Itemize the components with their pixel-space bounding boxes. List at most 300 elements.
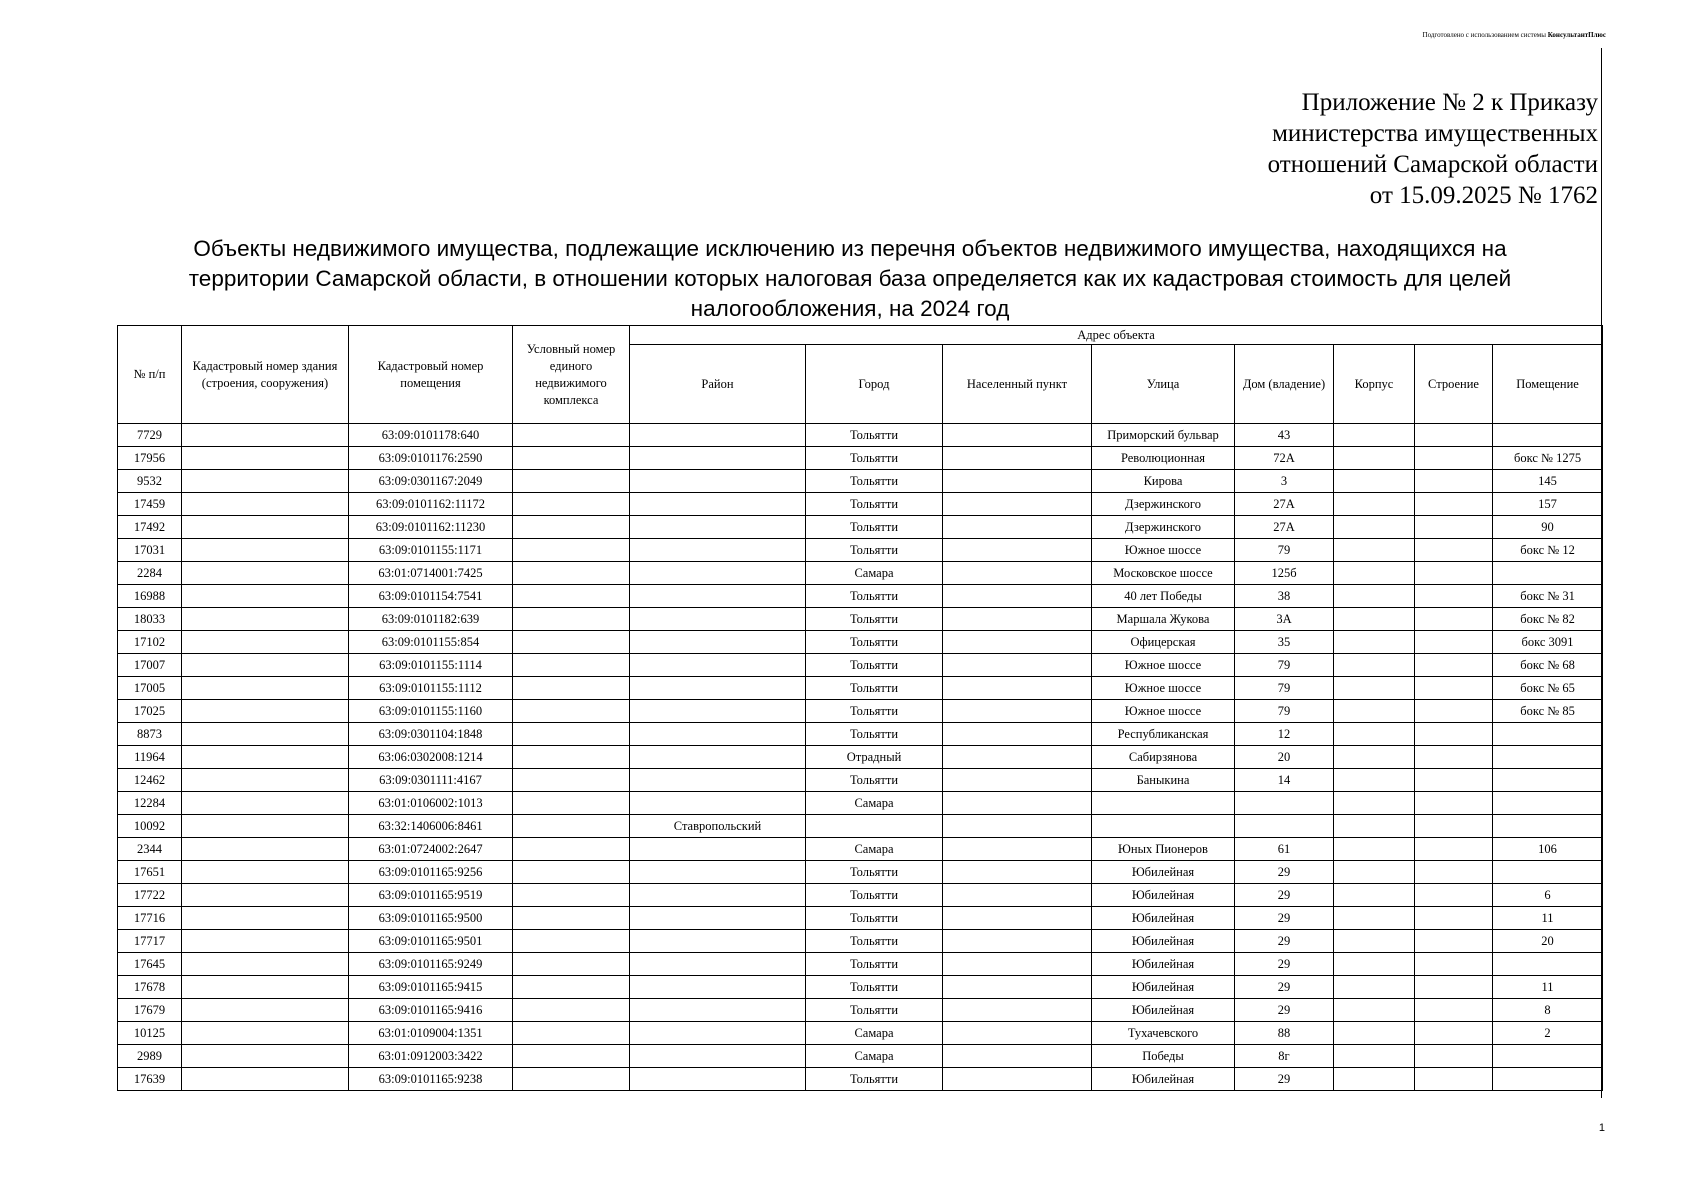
cell-stroenie	[1415, 1068, 1493, 1091]
cell-pomeshchenie	[1493, 723, 1603, 746]
cell-korpus	[1334, 493, 1415, 516]
cell-street: Юбилейная	[1092, 953, 1235, 976]
cell-korpus	[1334, 930, 1415, 953]
cell-korpus	[1334, 815, 1415, 838]
cell-complex	[513, 424, 630, 447]
cell-district	[630, 746, 806, 769]
cell-street: Южное шоссе	[1092, 677, 1235, 700]
cell-pomeshchenie: 106	[1493, 838, 1603, 861]
cell-num: 17102	[118, 631, 182, 654]
cell-settlement	[943, 1022, 1092, 1045]
cell-korpus	[1334, 516, 1415, 539]
cell-house: 29	[1235, 953, 1334, 976]
cell-room: 63:09:0101155:1114	[349, 654, 513, 677]
cell-city: Тольятти	[806, 447, 943, 470]
cell-street: Юных Пионеров	[1092, 838, 1235, 861]
cell-complex	[513, 654, 630, 677]
cell-building	[182, 1045, 349, 1068]
appendix-line: Приложение № 2 к Приказу	[1301, 89, 1598, 116]
cell-city: Тольятти	[806, 999, 943, 1022]
header-stroenie: Строение	[1415, 345, 1493, 424]
cell-building	[182, 424, 349, 447]
cell-complex	[513, 516, 630, 539]
cell-stroenie	[1415, 700, 1493, 723]
cell-room: 63:09:0101165:9256	[349, 861, 513, 884]
cell-num: 7729	[118, 424, 182, 447]
note-prefix: Подготовлено с использованием системы	[1422, 31, 1546, 39]
cell-city: Тольятти	[806, 585, 943, 608]
cell-room: 63:09:0301167:2049	[349, 470, 513, 493]
note-brand: КонсультантПлюс	[1547, 31, 1606, 39]
cell-korpus	[1334, 999, 1415, 1022]
cell-building	[182, 861, 349, 884]
table-row	[118, 792, 1603, 815]
table-row	[118, 907, 1603, 930]
cell-room: 63:06:0302008:1214	[349, 746, 513, 769]
cell-city: Тольятти	[806, 953, 943, 976]
cell-city: Тольятти	[806, 516, 943, 539]
cell-building	[182, 815, 349, 838]
header-korpus: Корпус	[1334, 345, 1415, 424]
cell-house: 27А	[1235, 516, 1334, 539]
cell-pomeshchenie	[1493, 424, 1603, 447]
cell-building	[182, 677, 349, 700]
cell-korpus	[1334, 562, 1415, 585]
cell-street: Дзержинского	[1092, 493, 1235, 516]
cell-stroenie	[1415, 539, 1493, 562]
cell-stroenie	[1415, 1045, 1493, 1068]
cell-num: 10125	[118, 1022, 182, 1045]
cell-house: 12	[1235, 723, 1334, 746]
cell-district	[630, 976, 806, 999]
cell-district: Ставропольский	[630, 815, 806, 838]
cell-house: 35	[1235, 631, 1334, 654]
cell-district	[630, 585, 806, 608]
cell-pomeshchenie: бокс № 12	[1493, 539, 1603, 562]
cell-num: 17716	[118, 907, 182, 930]
cell-settlement	[943, 654, 1092, 677]
cell-district	[630, 861, 806, 884]
cell-pomeshchenie	[1493, 562, 1603, 585]
cell-complex	[513, 999, 630, 1022]
cell-building	[182, 723, 349, 746]
cell-room: 63:01:0912003:3422	[349, 1045, 513, 1068]
cell-city: Тольятти	[806, 769, 943, 792]
cell-building	[182, 516, 349, 539]
appendix-block	[1268, 87, 1598, 211]
table-row	[118, 654, 1603, 677]
cell-street	[1092, 792, 1235, 815]
table-row	[118, 516, 1603, 539]
cell-street: Московское шоссе	[1092, 562, 1235, 585]
cell-pomeshchenie: бокс № 65	[1493, 677, 1603, 700]
cell-complex	[513, 815, 630, 838]
cell-room: 63:09:0101165:9249	[349, 953, 513, 976]
document-title	[160, 234, 1540, 324]
cell-korpus	[1334, 723, 1415, 746]
cell-korpus	[1334, 631, 1415, 654]
cell-house: 3А	[1235, 608, 1334, 631]
table-row	[118, 884, 1603, 907]
cell-complex	[513, 1045, 630, 1068]
cell-building	[182, 769, 349, 792]
cell-complex	[513, 930, 630, 953]
cell-settlement	[943, 424, 1092, 447]
cell-stroenie	[1415, 976, 1493, 999]
cell-korpus	[1334, 838, 1415, 861]
title-line: налогообложения, на 2024 год	[690, 296, 1010, 321]
cell-pomeshchenie: бокс № 68	[1493, 654, 1603, 677]
cell-stroenie	[1415, 447, 1493, 470]
cell-house	[1235, 815, 1334, 838]
cell-complex	[513, 746, 630, 769]
cell-city	[806, 815, 943, 838]
cell-street: Революционная	[1092, 447, 1235, 470]
cell-settlement	[943, 608, 1092, 631]
cell-pomeshchenie	[1493, 746, 1603, 769]
cell-house: 29	[1235, 907, 1334, 930]
cell-stroenie	[1415, 654, 1493, 677]
cell-stroenie	[1415, 838, 1493, 861]
cell-district	[630, 884, 806, 907]
cell-district	[630, 930, 806, 953]
cell-pomeshchenie	[1493, 792, 1603, 815]
cell-settlement	[943, 769, 1092, 792]
header-building: Кадастровый номер здания (строения, сооружения)	[182, 326, 349, 424]
cell-room: 63:01:0724002:2647	[349, 838, 513, 861]
cell-stroenie	[1415, 792, 1493, 815]
cell-room: 63:09:0301104:1848	[349, 723, 513, 746]
cell-room: 63:09:0301111:4167	[349, 769, 513, 792]
cell-num: 17031	[118, 539, 182, 562]
header-house: Дом (владение)	[1235, 345, 1334, 424]
cell-pomeshchenie	[1493, 1045, 1603, 1068]
cell-street: Юбилейная	[1092, 907, 1235, 930]
cell-complex	[513, 700, 630, 723]
cell-city: Самара	[806, 1045, 943, 1068]
table-row	[118, 539, 1603, 562]
property-table	[117, 325, 1603, 1091]
cell-city: Тольятти	[806, 631, 943, 654]
cell-settlement	[943, 930, 1092, 953]
cell-stroenie	[1415, 861, 1493, 884]
cell-settlement	[943, 723, 1092, 746]
cell-street: Кирова	[1092, 470, 1235, 493]
table-row	[118, 1022, 1603, 1045]
cell-stroenie	[1415, 953, 1493, 976]
consultant-plus-note	[1423, 31, 1606, 39]
cell-korpus	[1334, 1045, 1415, 1068]
cell-building	[182, 1022, 349, 1045]
cell-settlement	[943, 470, 1092, 493]
cell-building	[182, 976, 349, 999]
cell-room: 63:32:1406006:8461	[349, 815, 513, 838]
cell-city: Тольятти	[806, 539, 943, 562]
cell-house: 79	[1235, 539, 1334, 562]
header-complex: Условный номер единого недвижимого комплекса	[513, 326, 630, 424]
cell-city: Самара	[806, 838, 943, 861]
cell-building	[182, 907, 349, 930]
cell-house: 79	[1235, 677, 1334, 700]
table-row	[118, 1068, 1603, 1091]
cell-street: Юбилейная	[1092, 976, 1235, 999]
cell-district	[630, 792, 806, 815]
cell-house: 29	[1235, 999, 1334, 1022]
cell-district	[630, 677, 806, 700]
cell-korpus	[1334, 1022, 1415, 1045]
cell-district	[630, 493, 806, 516]
cell-complex	[513, 585, 630, 608]
cell-korpus	[1334, 677, 1415, 700]
cell-num: 11964	[118, 746, 182, 769]
cell-pomeshchenie: 90	[1493, 516, 1603, 539]
cell-pomeshchenie: 8	[1493, 999, 1603, 1022]
table-row	[118, 930, 1603, 953]
cell-stroenie	[1415, 516, 1493, 539]
cell-building	[182, 1068, 349, 1091]
cell-korpus	[1334, 424, 1415, 447]
cell-korpus	[1334, 654, 1415, 677]
cell-pomeshchenie: бокс № 82	[1493, 608, 1603, 631]
cell-house: 43	[1235, 424, 1334, 447]
cell-settlement	[943, 861, 1092, 884]
cell-street: Южное шоссе	[1092, 539, 1235, 562]
cell-district	[630, 470, 806, 493]
cell-street: 40 лет Победы	[1092, 585, 1235, 608]
cell-complex	[513, 907, 630, 930]
cell-settlement	[943, 516, 1092, 539]
cell-complex	[513, 792, 630, 815]
header-street: Улица	[1092, 345, 1235, 424]
cell-street: Дзержинского	[1092, 516, 1235, 539]
table-row	[118, 999, 1603, 1022]
cell-korpus	[1334, 539, 1415, 562]
cell-district	[630, 562, 806, 585]
cell-district	[630, 447, 806, 470]
cell-building	[182, 953, 349, 976]
cell-room: 63:01:0714001:7425	[349, 562, 513, 585]
cell-pomeshchenie: 145	[1493, 470, 1603, 493]
cell-korpus	[1334, 792, 1415, 815]
cell-korpus	[1334, 447, 1415, 470]
cell-city: Тольятти	[806, 930, 943, 953]
cell-num: 17459	[118, 493, 182, 516]
cell-complex	[513, 562, 630, 585]
cell-city: Тольятти	[806, 976, 943, 999]
cell-settlement	[943, 815, 1092, 838]
cell-building	[182, 631, 349, 654]
cell-city: Тольятти	[806, 700, 943, 723]
appendix-line: от 15.09.2025 № 1762	[1369, 182, 1598, 209]
cell-stroenie	[1415, 470, 1493, 493]
cell-district	[630, 539, 806, 562]
cell-korpus	[1334, 953, 1415, 976]
cell-pomeshchenie	[1493, 815, 1603, 838]
cell-city: Тольятти	[806, 1068, 943, 1091]
table-row	[118, 723, 1603, 746]
table-row	[118, 746, 1603, 769]
cell-district	[630, 1022, 806, 1045]
table-row	[118, 1045, 1603, 1068]
header-district: Район	[630, 345, 806, 424]
cell-room: 63:09:0101155:1160	[349, 700, 513, 723]
cell-house	[1235, 792, 1334, 815]
cell-num: 10092	[118, 815, 182, 838]
cell-settlement	[943, 746, 1092, 769]
cell-num: 2344	[118, 838, 182, 861]
cell-district	[630, 723, 806, 746]
cell-house: 29	[1235, 930, 1334, 953]
cell-pomeshchenie: 6	[1493, 884, 1603, 907]
cell-num: 17678	[118, 976, 182, 999]
cell-building	[182, 999, 349, 1022]
cell-pomeshchenie: бокс № 1275	[1493, 447, 1603, 470]
cell-stroenie	[1415, 723, 1493, 746]
cell-building	[182, 654, 349, 677]
cell-building	[182, 493, 349, 516]
cell-complex	[513, 884, 630, 907]
cell-street: Офицерская	[1092, 631, 1235, 654]
cell-num: 2284	[118, 562, 182, 585]
cell-settlement	[943, 631, 1092, 654]
cell-stroenie	[1415, 884, 1493, 907]
cell-room: 63:09:0101162:11230	[349, 516, 513, 539]
cell-district	[630, 769, 806, 792]
cell-num: 17007	[118, 654, 182, 677]
cell-district	[630, 1068, 806, 1091]
cell-korpus	[1334, 907, 1415, 930]
cell-stroenie	[1415, 746, 1493, 769]
cell-district	[630, 1045, 806, 1068]
cell-city: Тольятти	[806, 677, 943, 700]
cell-pomeshchenie	[1493, 769, 1603, 792]
cell-pomeshchenie	[1493, 953, 1603, 976]
header-city: Город	[806, 345, 943, 424]
cell-district	[630, 424, 806, 447]
cell-complex	[513, 723, 630, 746]
cell-district	[630, 838, 806, 861]
table-body	[118, 424, 1603, 1091]
cell-complex	[513, 447, 630, 470]
cell-stroenie	[1415, 999, 1493, 1022]
cell-complex	[513, 861, 630, 884]
cell-building	[182, 700, 349, 723]
cell-house: 79	[1235, 700, 1334, 723]
cell-settlement	[943, 999, 1092, 1022]
cell-room: 63:09:0101165:9416	[349, 999, 513, 1022]
table-row	[118, 447, 1603, 470]
cell-settlement	[943, 700, 1092, 723]
cell-house: 72А	[1235, 447, 1334, 470]
cell-room: 63:09:0101165:9238	[349, 1068, 513, 1091]
cell-district	[630, 999, 806, 1022]
cell-settlement	[943, 976, 1092, 999]
cell-building	[182, 470, 349, 493]
cell-room: 63:01:0109004:1351	[349, 1022, 513, 1045]
cell-settlement	[943, 1045, 1092, 1068]
cell-street: Тухачевского	[1092, 1022, 1235, 1045]
cell-korpus	[1334, 585, 1415, 608]
cell-city: Тольятти	[806, 608, 943, 631]
cell-settlement	[943, 562, 1092, 585]
cell-num: 17717	[118, 930, 182, 953]
cell-stroenie	[1415, 1022, 1493, 1045]
cell-building	[182, 447, 349, 470]
cell-house: 14	[1235, 769, 1334, 792]
cell-district	[630, 608, 806, 631]
cell-settlement	[943, 792, 1092, 815]
cell-settlement	[943, 953, 1092, 976]
cell-building	[182, 539, 349, 562]
cell-pomeshchenie: 20	[1493, 930, 1603, 953]
cell-complex	[513, 976, 630, 999]
cell-pomeshchenie: 157	[1493, 493, 1603, 516]
cell-pomeshchenie: бокс № 85	[1493, 700, 1603, 723]
cell-pomeshchenie: бокс 3091	[1493, 631, 1603, 654]
cell-korpus	[1334, 700, 1415, 723]
cell-street: Юбилейная	[1092, 999, 1235, 1022]
cell-pomeshchenie	[1493, 1068, 1603, 1091]
page-number: 1	[1598, 1122, 1605, 1134]
table-row	[118, 608, 1603, 631]
cell-stroenie	[1415, 493, 1493, 516]
cell-num: 12284	[118, 792, 182, 815]
cell-house: 29	[1235, 861, 1334, 884]
table-row	[118, 585, 1603, 608]
header-settlement: Населенный пункт	[943, 345, 1092, 424]
cell-stroenie	[1415, 907, 1493, 930]
cell-num: 17639	[118, 1068, 182, 1091]
cell-complex	[513, 608, 630, 631]
cell-building	[182, 884, 349, 907]
cell-korpus	[1334, 1068, 1415, 1091]
cell-city: Самара	[806, 792, 943, 815]
cell-num: 17679	[118, 999, 182, 1022]
cell-num: 16988	[118, 585, 182, 608]
table-row	[118, 493, 1603, 516]
cell-complex	[513, 838, 630, 861]
cell-korpus	[1334, 884, 1415, 907]
cell-stroenie	[1415, 608, 1493, 631]
cell-settlement	[943, 585, 1092, 608]
cell-complex	[513, 953, 630, 976]
cell-settlement	[943, 539, 1092, 562]
cell-stroenie	[1415, 631, 1493, 654]
cell-city: Тольятти	[806, 470, 943, 493]
cell-city: Отрадный	[806, 746, 943, 769]
cell-house: 79	[1235, 654, 1334, 677]
cell-street: Маршала Жукова	[1092, 608, 1235, 631]
cell-house: 8г	[1235, 1045, 1334, 1068]
cell-city: Тольятти	[806, 884, 943, 907]
cell-district	[630, 953, 806, 976]
cell-room: 63:09:0101162:11172	[349, 493, 513, 516]
table-row	[118, 953, 1603, 976]
title-line: Объекты недвижимого имущества, подлежащие исключению из перечня объектов недвижимого имущества, находящихся на	[193, 236, 1507, 261]
cell-complex	[513, 493, 630, 516]
cell-room: 63:09:0101165:9501	[349, 930, 513, 953]
header-pomeshchenie: Помещение	[1493, 345, 1603, 424]
cell-korpus	[1334, 769, 1415, 792]
cell-room: 63:09:0101165:9519	[349, 884, 513, 907]
cell-room: 63:09:0101165:9415	[349, 976, 513, 999]
cell-stroenie	[1415, 424, 1493, 447]
cell-street: Южное шоссе	[1092, 700, 1235, 723]
cell-street	[1092, 815, 1235, 838]
cell-num: 2989	[118, 1045, 182, 1068]
cell-settlement	[943, 838, 1092, 861]
cell-building	[182, 608, 349, 631]
